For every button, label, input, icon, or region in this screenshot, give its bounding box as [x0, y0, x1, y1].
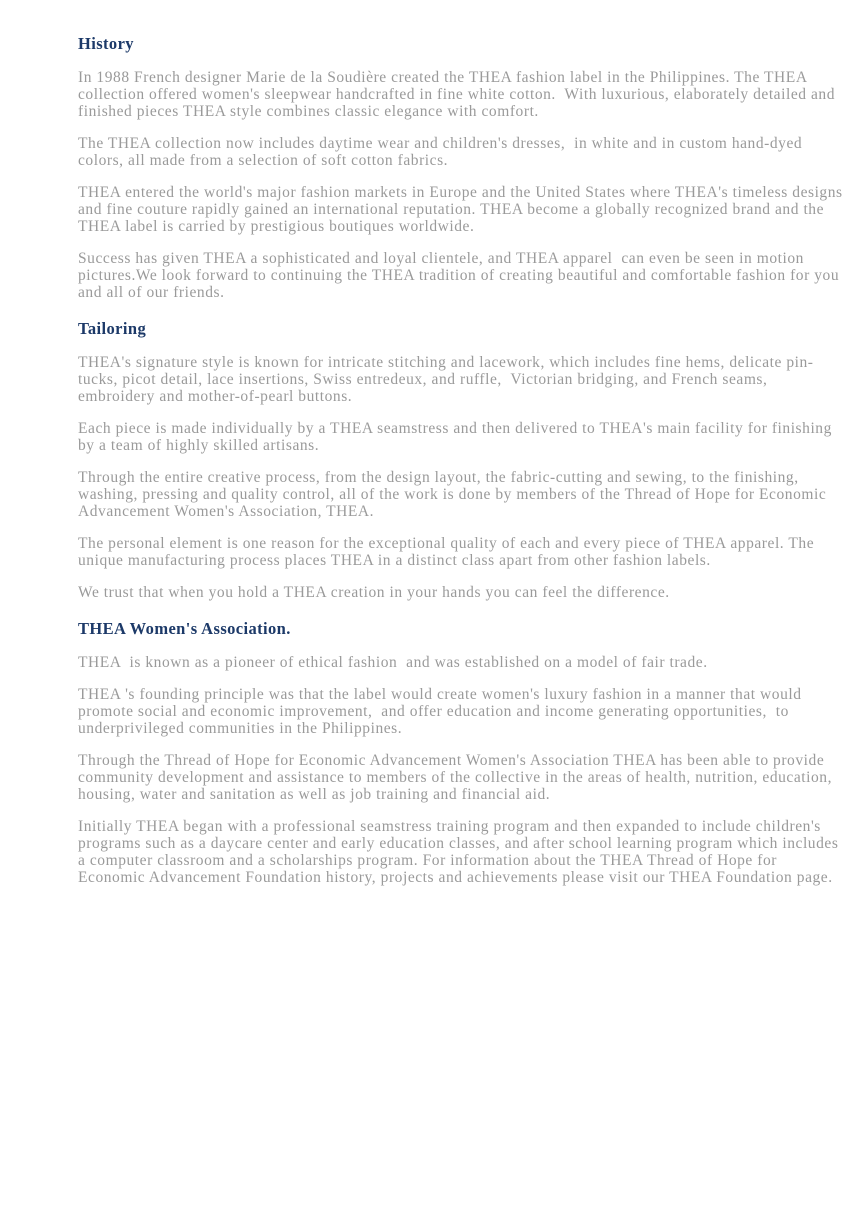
paragraph: Initially THEA began with a professional seamstress training program and then expanded to include children's programs such as a daycare center and early education classes, and after school learning program which includes a computer classroom and a scholarships program. For information about the THEA Thread of Hope for Economic Advancement Foundation history, projects and achievements please visit our THEA Foundation page. [78, 818, 843, 886]
section-heading-thea-womens-association: THEA Women's Association. [78, 619, 291, 638]
paragraph: THEA entered the world's major fashion markets in Europe and the United States where THEA's timeless designs and fine couture rapidly gained an international reputation. THEA become a globally recognized brand and the THEA label is carried by prestigious boutiques worldwide. [78, 184, 848, 235]
paragraph: In 1988 French designer Marie de la Soudière created the THEA fashion label in the Philippines. The THEA collection offered women's sleepwear handcrafted in fine white cotton. With luxurious, elaborately detailed and finished pieces THEA style combines classic elegance with comfort. [78, 69, 840, 120]
paragraph: THEA 's founding principle was that the label would create women's luxury fashion in a manner that would promote social and economic improvement, and offer education and income generating opportunities, to underprivileged communities in the Philippines. [78, 686, 806, 737]
document-content [78, 34, 846, 886]
paragraph: THEA is known as a pioneer of ethical fashion and was established on a model of fair trade. [78, 654, 708, 671]
paragraph: THEA's signature style is known for intricate stitching and lacework, which includes fine hems, delicate pin-tucks, picot detail, lace insertions, Swiss entredeux, and ruffle, Victorian bridging, and French seams, embroidery and mother-of-pearl buttons. [78, 354, 814, 405]
paragraph: We trust that when you hold a THEA creation in your hands you can feel the difference. [78, 584, 670, 601]
section-tailoring [78, 319, 846, 601]
section-history [78, 34, 846, 301]
paragraph: The THEA collection now includes daytime wear and children's dresses, in white and in custom hand-dyed colors, all made from a selection of soft cotton fabrics. [78, 135, 807, 169]
section-heading-history: History [78, 34, 134, 53]
paragraph: Through the Thread of Hope for Economic Advancement Women's Association THEA has been able to provide community development and assistance to members of the collective in the areas of health, nutrition, education, housing, water and sanitation as well as job training and financial aid. [78, 752, 837, 803]
paragraph: Success has given THEA a sophisticated and loyal clientele, and THEA apparel can even be seen in motion pictures.We look forward to continuing the THEA tradition of creating beautiful and comfortable fashion for you and all of our friends. [78, 250, 844, 301]
section-heading-tailoring: Tailoring [78, 319, 147, 338]
paragraph: Each piece is made individually by a THEA seamstress and then delivered to THEA's main facility for finishing by a team of highly skilled artisans. [78, 420, 837, 454]
section-thea-womens-association [78, 619, 846, 886]
paragraph: The personal element is one reason for the exceptional quality of each and every piece of THEA apparel. The unique manufacturing process places THEA in a distinct class apart from other fashion labels. [78, 535, 819, 569]
paragraph: Through the entire creative process, from the design layout, the fabric-cutting and sewing, to the finishing, washing, pressing and quality control, all of the work is done by members of the Thread of Hope for Economic Advancement Women's Association, THEA. [78, 469, 830, 520]
